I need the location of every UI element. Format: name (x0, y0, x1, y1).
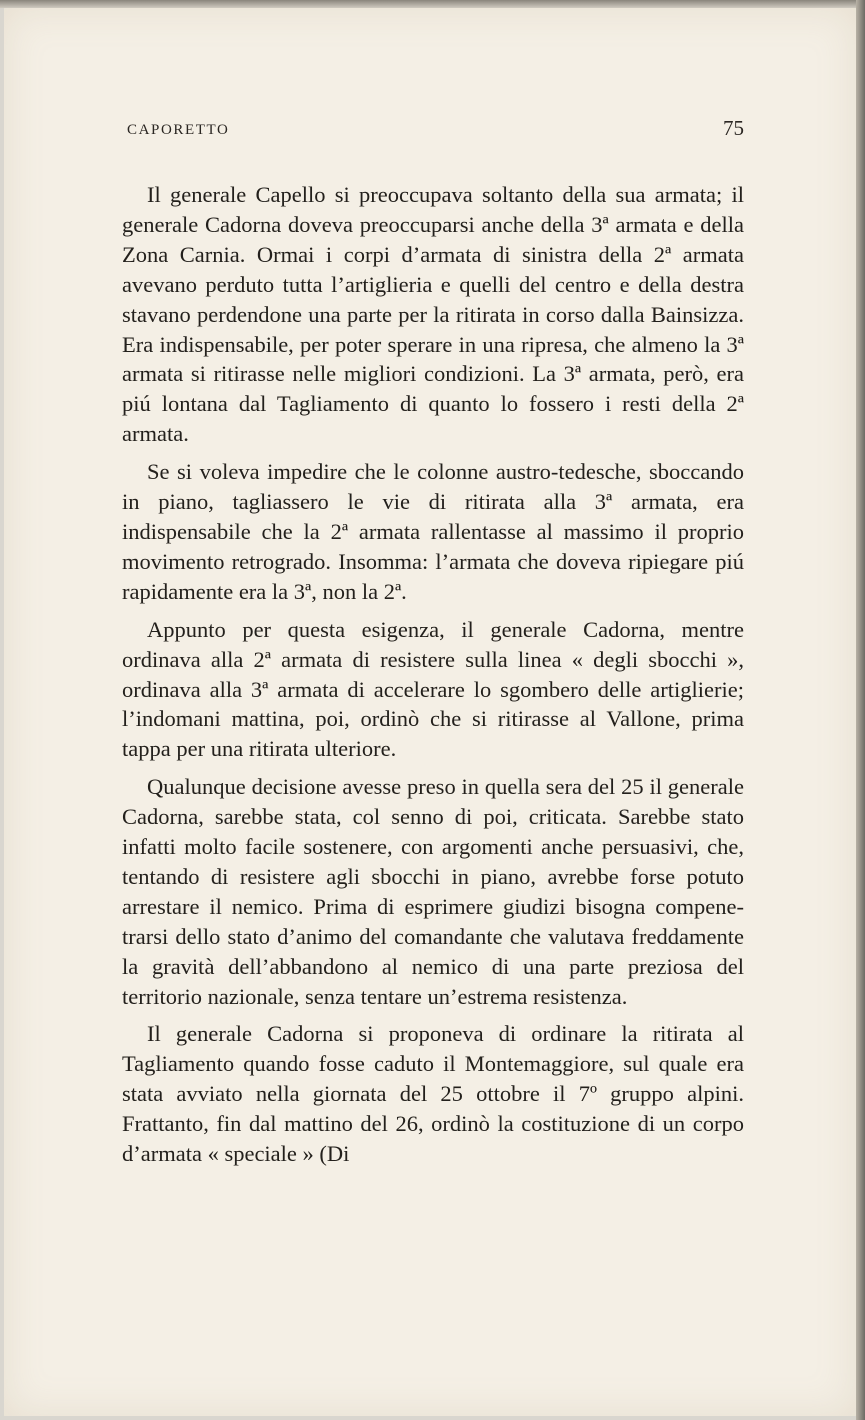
page-number: 75 (723, 116, 744, 140)
paragraph: Appunto per questa esigenza, il generale Cadorna, mentre ordinava alla 2ª armata di resistere sulla linea « degli sbocchi », ordinava alla 3ª armata di accelerare lo sgombero delle artiglierie; l’indomani mattina, poi, ordinò che si ritirasse al Vallone, prima tappa per una ritirata ulteriore. (122, 616, 744, 762)
running-head: CAPORETTO (127, 122, 230, 138)
page-right-edge (856, 0, 865, 1420)
body-text (122, 180, 744, 1169)
page-top-edge (0, 0, 865, 8)
paragraph: Il generale Capello si preoccupava soltanto della sua armata; il generale Cadorna doveva preoccuparsi anche della 3ª armata e della Zona Carnia. Ormai i corpi d’armata di sinistra della 2ª armata avevano perduto tutta l’artiglieria e quelli del centro e della destra stavano perdendone una parte per la ritirata in corso dalla Bainsizza. Era indispensabile, per poter sperare in una ripresa, che almeno la 3ª armata si ritirasse nelle migliori condizioni. La 3ª armata, però, era piú lontana dal Tagliamento di quanto lo fossero i resti della 2ª armata. (122, 182, 744, 447)
book-page (4, 8, 856, 1416)
paragraph: Qualunque decisione avesse preso in quella sera del 25 il generale Cadorna, sarebbe stata, col senno di poi, criticata. Sarebbe stato infatti molto facile sostenere, con argomenti anche persuasivi, che, tentando di resistere agli sbocchi in piano, avrebbe forse potuto arrestare il nemico. Prima di esprimere giudizi bisogna compenetrarsi dello stato d’animo del comandante che valutava freddamente la gravità dell’abbandono al nemico di una parte preziosa del territorio nazionale, senza tentare un’estrema resistenza. (122, 774, 744, 1009)
paragraph: Se si voleva impedire che le colonne austro-tedesche, sboccando in piano, tagliassero le vie di ritirata alla 3ª armata, era indispensabile che la 2ª armata rallentasse al massimo il proprio movimento retrogrado. Insomma: l’armata che doveva ripiegare piú rapidamente era la 3ª, non la 2ª. (122, 459, 744, 604)
paragraph: Il generale Cadorna si proponeva di ordinare la ritirata al Tagliamento quando fosse caduto il Montemaggiore, sul quale era stata avviato nella giornata del 25 ottobre il 7º gruppo alpini. Frattanto, fin dal mattino del 26, ordinò la costituzione di un corpo d’armata « speciale » (Di (122, 1021, 744, 1167)
